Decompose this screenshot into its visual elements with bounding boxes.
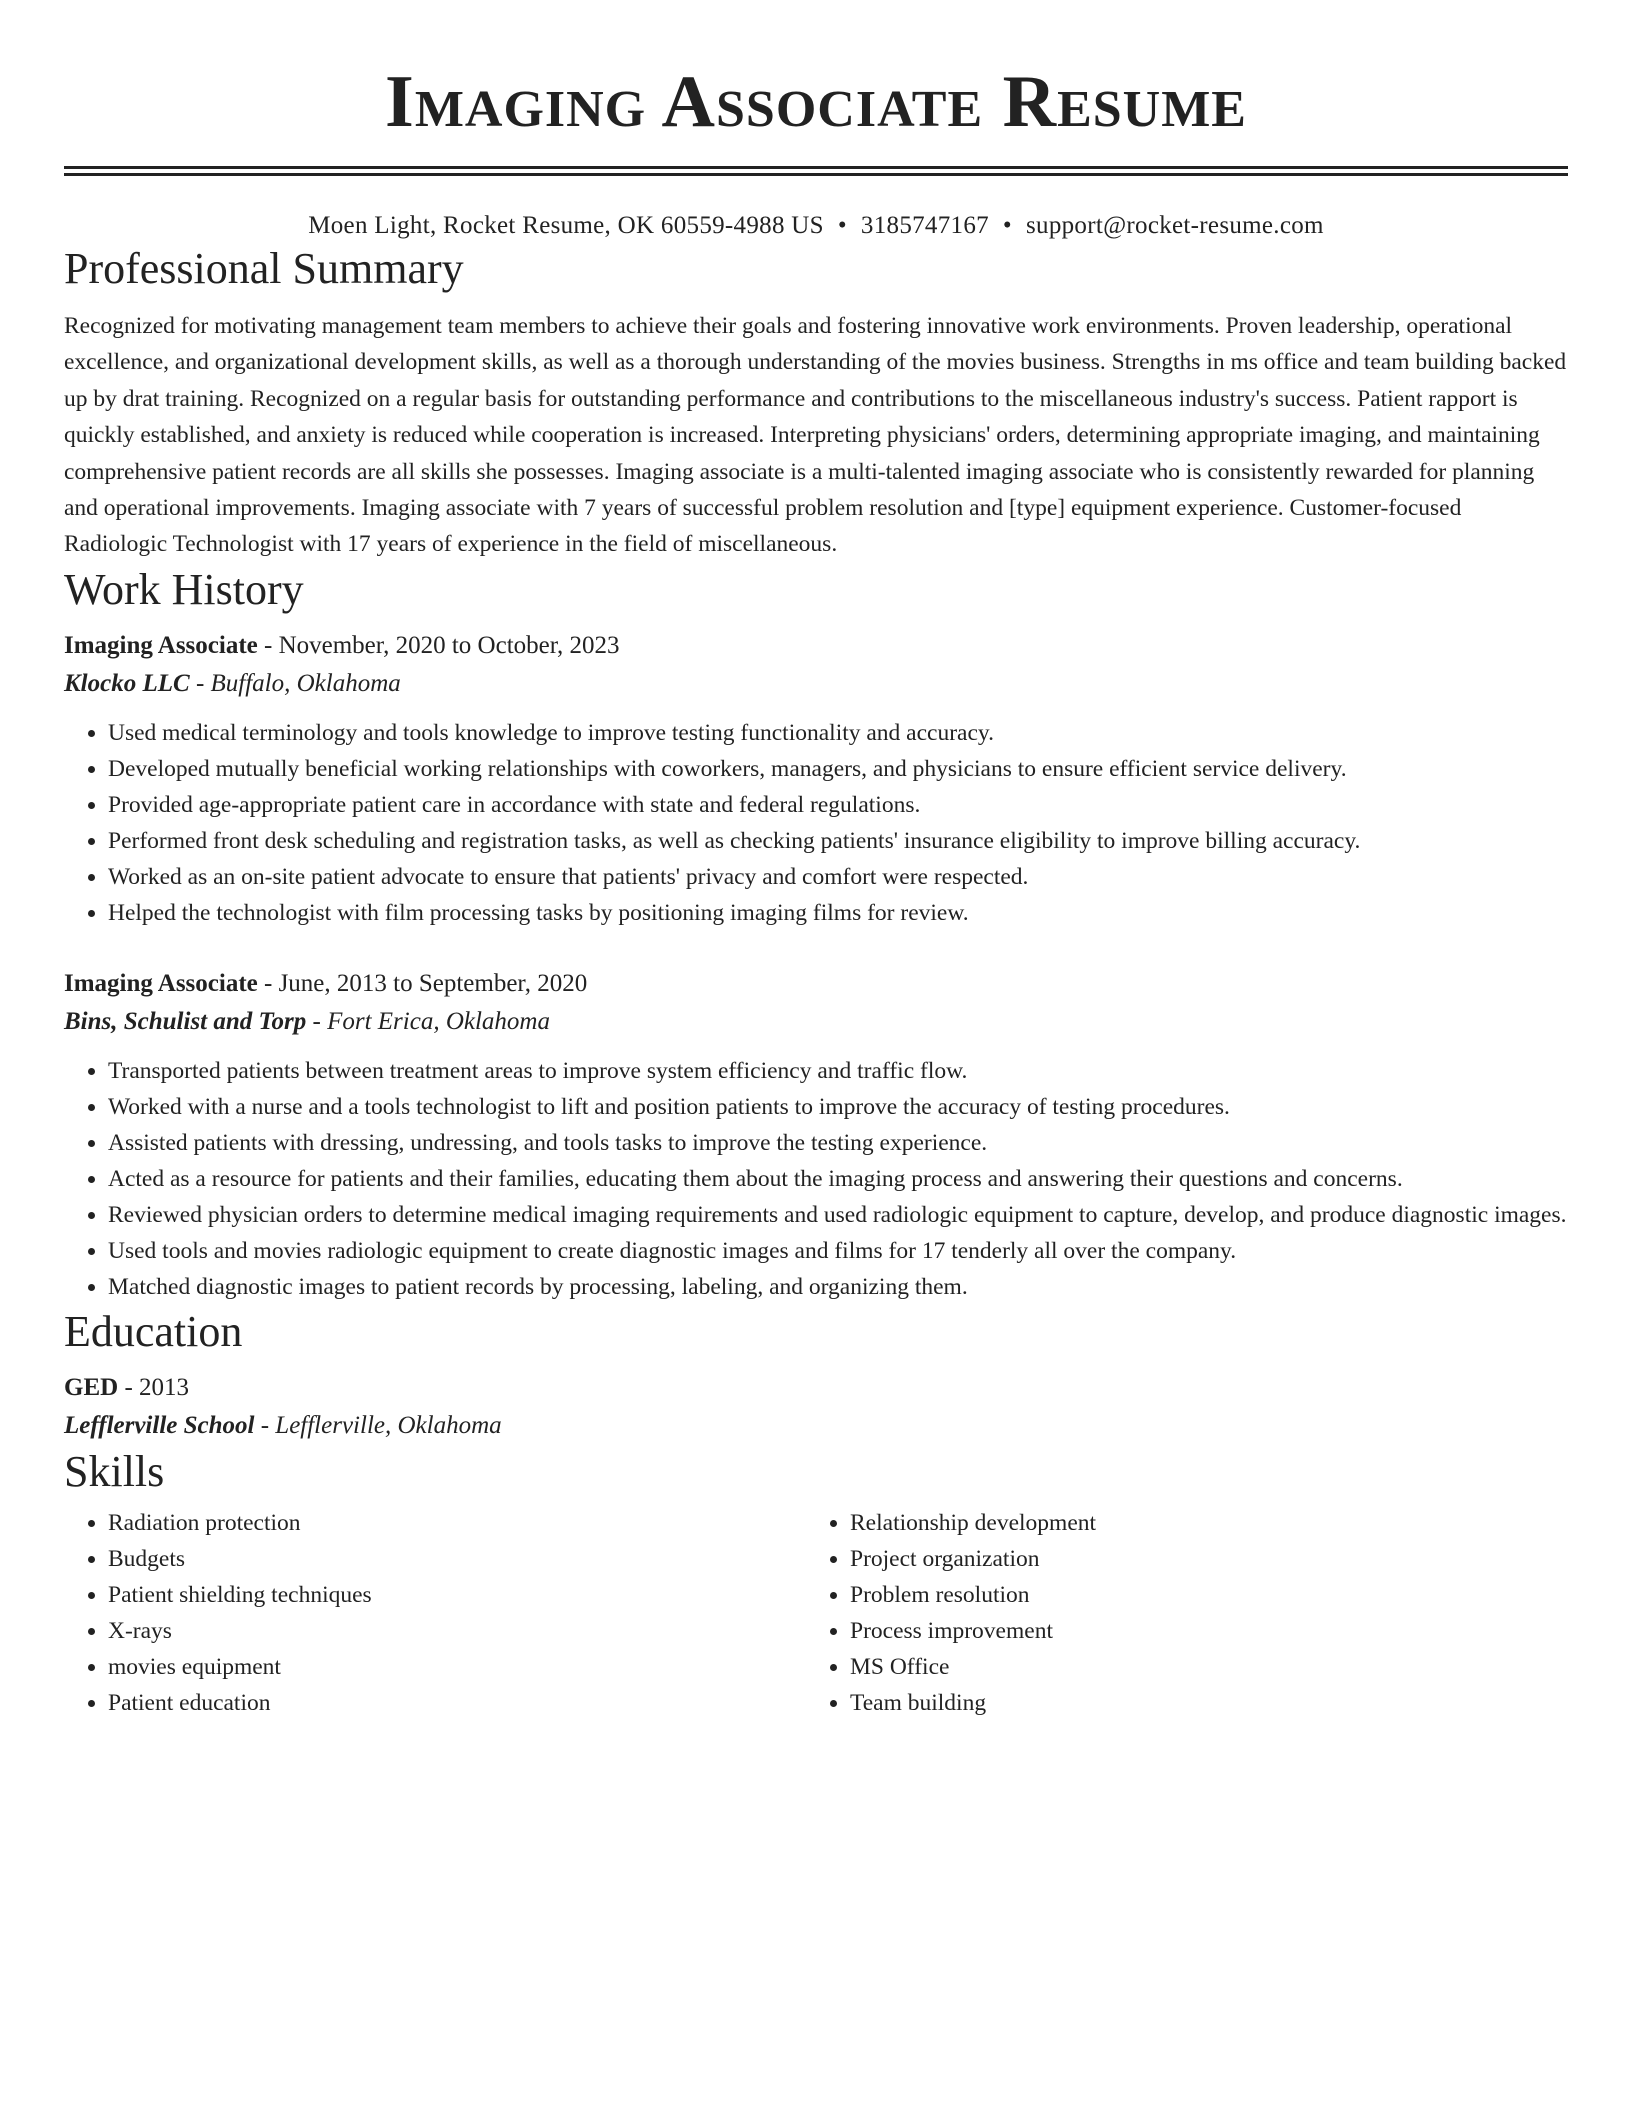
contact-phone: 3185747167 [860,212,989,239]
skill-item: • Process improvement [850,1613,1548,1649]
skill-item: • X-rays [108,1613,806,1649]
degree: GED [64,1373,119,1401]
list-item: • Used medical terminology and tools knowledge to improve testing functionality and accuracy. [108,715,1568,751]
job-dates: - November, 2020 to October, 2023 [257,631,620,659]
skills-list-right [806,1505,1548,1721]
employer-location: - Fort Erica, Oklahoma [306,1007,550,1035]
skill-item: • Team building [850,1685,1548,1721]
education-entry [64,1369,1568,1445]
skill-item: • Budgets [108,1541,806,1577]
list-item: • Worked with a nurse and a tools technologist to lift and position patients to improve the accuracy of testing procedures. [108,1089,1568,1125]
list-item: • Performed front desk scheduling and registration tasks, as well as checking patients' insurance eligibility to improve billing accuracy. [108,823,1568,859]
list-item: • Provided age-appropriate patient care in accordance with state and federal regulations. [108,787,1568,823]
resume-title: Imaging Associate Resume [385,61,1247,143]
bullet-separator: • [1002,212,1012,239]
bullet-separator: • [837,212,847,239]
contact-address: Moen Light, Rocket Resume, OK 60559-4988 US [308,212,824,239]
school-line [64,1407,1568,1445]
summary-text: Recognized for motivating management team members to achieve their goals and fostering innovative work environments. Proven leadership, operational excellence, and organizational development skills, as well as a thorough understanding of the movies business. Strengths in ms office and team building backed up by drat training. Recognized on a regular basis for outstanding performance and contributions to the miscellaneous industry's success. Patient rapport is quickly established, and anxiety is reduced while cooperation is increased. Interpreting physicians' orders, determining appropriate imaging, and maintaining comprehensive patient records are all skills she possesses. Imaging associate is a multi-talented imaging associate who is consistently rewarded for planning and operational improvements. Imaging associate with 7 years of successful problem resolution and [type] equipment experience. Customer-focused Radiologic Technologist with 17 years of experience in the field of miscellaneous. [64,313,1567,558]
job-title-line [64,965,1568,1003]
contact-line [64,210,1568,242]
graduation-year: - 2013 [118,1373,190,1401]
skills-list-left [64,1505,806,1721]
list-item: • Helped the technologist with film processing tasks by positioning imaging films for review. [108,895,1568,931]
employer-name: Bins, Schulist and Torp [64,1007,307,1035]
school-name: Lefflerville School [64,1411,255,1439]
list-item: • Reviewed physician orders to determine medical imaging requirements and used radiologic equipment to capture, develop, and produce diagnostic images. [108,1197,1568,1233]
contact-email: support@rocket-resume.com [1025,212,1324,239]
skills-heading: Skills [64,1446,165,1496]
skill-item: • Patient shielding techniques [108,1577,806,1613]
job-entry [64,627,1568,931]
skill-item: • Project organization [850,1541,1548,1577]
skill-item: • Patient education [108,1685,806,1721]
work-history-heading: Work History [64,564,304,614]
employer-location: - Buffalo, Oklahoma [189,669,401,697]
skill-item: • Relationship development [850,1505,1548,1541]
list-item: • Acted as a resource for patients and their families, educating them about the imaging process and answering their questions and concerns. [108,1161,1568,1197]
employer-line [64,665,1568,703]
employer-name: Klocko LLC [64,669,190,697]
skill-item: • MS Office [850,1649,1548,1685]
job-title: Imaging Associate [64,969,258,997]
skill-item: • movies equipment [108,1649,806,1685]
job-title-line [64,627,1568,665]
job-duties-list [64,715,1568,931]
skill-item: • Problem resolution [850,1577,1548,1613]
list-item: • Used tools and movies radiologic equipment to create diagnostic images and films for 17 tenderly all over the company. [108,1233,1568,1269]
title-divider [64,166,1568,176]
skill-item: • Radiation protection [108,1505,806,1541]
degree-line [64,1369,1568,1407]
list-item: • Worked as an on-site patient advocate to ensure that patients' privacy and comfort were respected. [108,859,1568,895]
skills-columns [64,1505,1568,1721]
list-item: • Developed mutually beneficial working relationships with coworkers, managers, and physicians to ensure efficient service delivery. [108,751,1568,787]
education-heading: Education [64,1306,243,1356]
job-title: Imaging Associate [64,631,258,659]
list-item: • Transported patients between treatment areas to improve system efficiency and traffic flow. [108,1053,1568,1089]
list-item: • Matched diagnostic images to patient records by processing, labeling, and organizing them. [108,1269,1568,1305]
school-location: - Lefflerville, Oklahoma [254,1411,502,1439]
list-item: • Assisted patients with dressing, undressing, and tools tasks to improve the testing experience. [108,1125,1568,1161]
job-dates: - June, 2013 to September, 2020 [257,969,588,997]
employer-line [64,1003,1568,1041]
summary-heading: Professional Summary [64,244,464,293]
job-duties-list [64,1053,1568,1305]
job-entry [64,965,1568,1305]
